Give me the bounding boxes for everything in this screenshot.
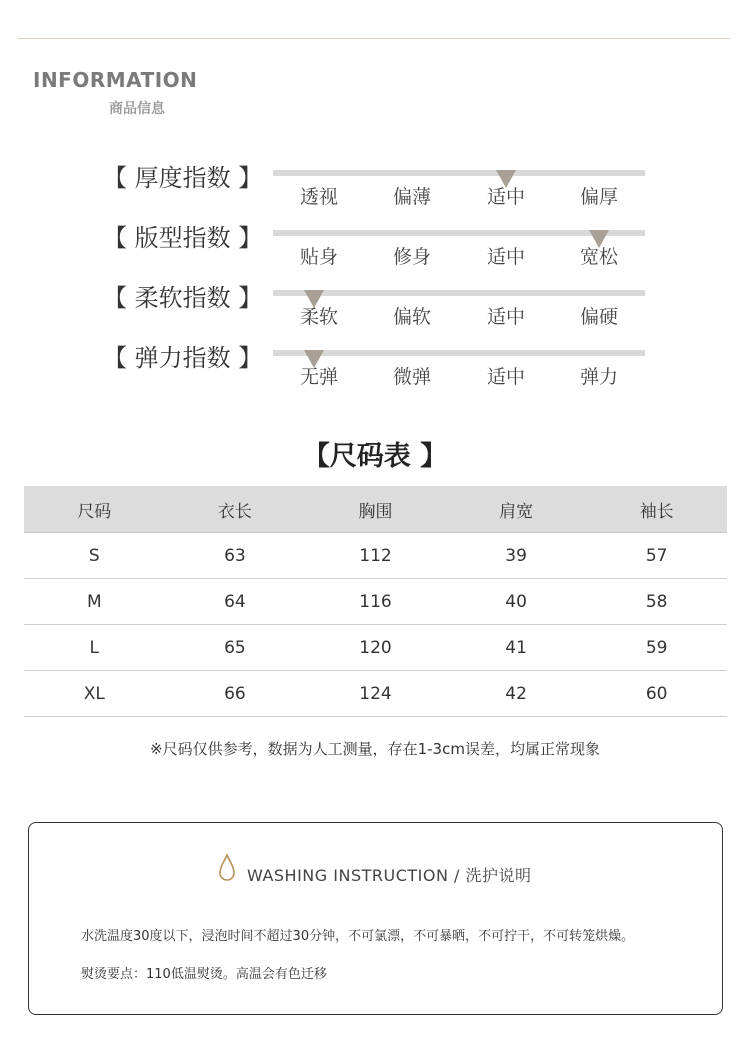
size-cell: XL [24,671,165,717]
info-subtitle: 商品信息 [109,101,165,117]
washing-heading: WASHING INSTRUCTION / 洗护说明 [247,866,532,885]
washing-instruction-box [28,822,723,1015]
size-chart-title: 【尺码表 】 [302,441,448,472]
index-marker-triangle [496,170,516,188]
size-cell: 116 [305,579,446,625]
size-cell: L [24,625,165,671]
size-cell: 42 [446,671,587,717]
index-scale-bar [273,290,645,296]
size-column-header: 衣长 [165,486,306,533]
index-row [0,222,750,282]
size-note: ※尺码仅供参考，数据为人工测量，存在1-3cm误差，均属正常现象 [150,740,600,758]
size-cell: M [24,579,165,625]
size-cell: 39 [446,533,587,579]
index-row [0,342,750,402]
size-cell: 58 [586,579,727,625]
size-column-header: 尺码 [24,486,165,533]
size-cell: S [24,533,165,579]
size-cell: 120 [305,625,446,671]
index-scale-bar [273,170,645,176]
index-label: 【 柔软指数 】 [103,284,263,312]
index-option: 偏厚 [579,186,618,208]
size-cell: 63 [165,533,306,579]
size-cell: 60 [586,671,727,717]
size-column-header: 袖长 [586,486,727,533]
size-table [24,486,727,717]
size-cell: 57 [586,533,727,579]
table-row [24,579,727,625]
index-option: 透视 [299,186,338,208]
index-option: 贴身 [299,246,338,268]
size-cell: 66 [165,671,306,717]
top-divider [18,38,730,39]
index-option: 宽松 [579,246,618,268]
index-row [0,162,750,222]
index-label: 【 弹力指数 】 [103,344,263,372]
index-marker-triangle [304,350,324,368]
index-marker-triangle [304,290,324,308]
index-option: 适中 [486,246,525,268]
index-row [0,282,750,342]
index-option: 适中 [486,366,525,388]
size-cell: 124 [305,671,446,717]
index-option: 适中 [486,186,525,208]
index-option: 适中 [486,306,525,328]
index-option: 无弹 [299,366,338,388]
size-cell: 65 [165,625,306,671]
index-option: 柔软 [299,306,338,328]
size-column-header: 肩宽 [446,486,587,533]
size-cell: 41 [446,625,587,671]
index-option: 偏软 [392,306,431,328]
water-drop-icon [218,853,236,883]
info-title: INFORMATION [33,68,198,92]
index-option: 修身 [392,246,431,268]
washing-line-ironing: 熨烫要点：110低温熨烫。高温会有色迁移 [81,967,327,982]
size-cell: 112 [305,533,446,579]
washing-line-temperature: 水洗温度30度以下，浸泡时间不超过30分钟，不可氯漂，不可暴晒，不可拧干，不可转笼烘燥。 [81,929,635,944]
table-row [24,625,727,671]
size-table-body [24,533,727,717]
size-column-header: 胸围 [305,486,446,533]
index-option: 弹力 [579,366,618,388]
table-row [24,533,727,579]
index-label: 【 厚度指数 】 [103,164,263,192]
size-table-header [24,486,727,533]
index-option: 微弹 [392,366,431,388]
size-cell: 64 [165,579,306,625]
index-scale-bar [273,350,645,356]
index-option: 偏薄 [392,186,431,208]
index-marker-triangle [589,230,609,248]
table-row [24,671,727,717]
index-option: 偏硬 [579,306,618,328]
size-cell: 40 [446,579,587,625]
size-cell: 59 [586,625,727,671]
index-label: 【 版型指数 】 [103,224,263,252]
